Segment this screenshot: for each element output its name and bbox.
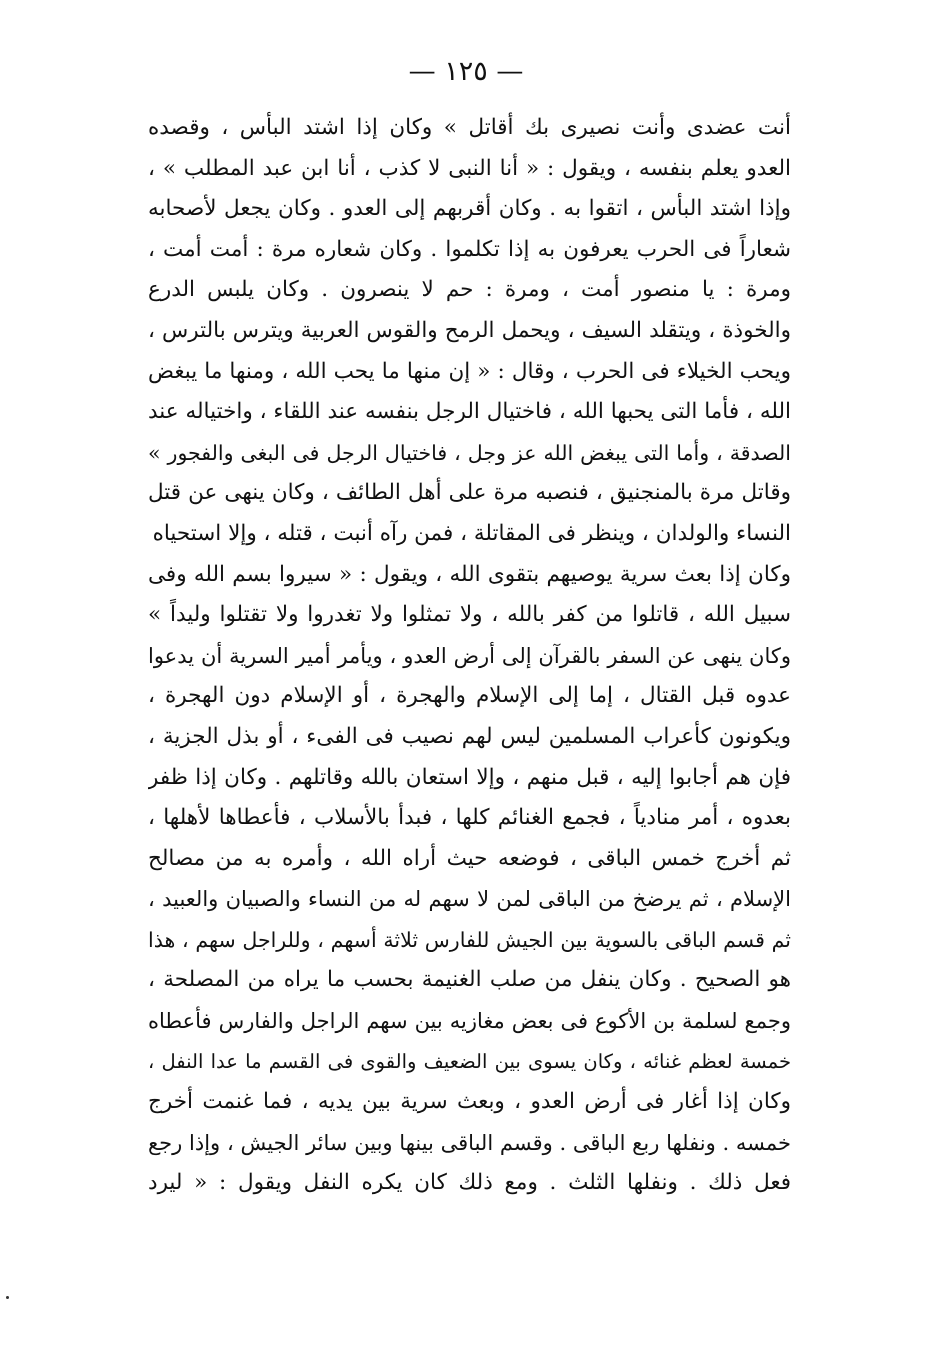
text-line: ويكونون كأعراب المسلمين ليس لهم نصيب فى الفىء ، أو بذل الجزية ، [148,723,791,749]
text-line: فعل ذلك . ونفلها الثلث . ومع ذلك كان يكره النفل ويقول : « ليرد [148,1170,791,1196]
text-line: ويحب الخيلاء فى الحرب ، وقال : « إن منها ما يحب الله ، ومنها ما يبغض [148,358,791,384]
text-line: الصدقة ، وأما التى يبغض الله عز وجل ، فاختيال الرجل فى البغى والفجور » [148,440,791,465]
text-line: العدو يعلم بنفسه ، ويقول : « أنا النبى لا كذب ، أنا ابن عبد المطلب » ، [148,155,791,181]
text-line: وجمع لسلمة بن الأكوع فى بعض مغازيه بين سهم الراجل والفارس فأعطاه [148,1009,791,1034]
text-line: فإن هم أجابوا إليه ، قبل منهم ، وإلا استعان بالله وقاتلهم . وكان إذا ظفر [148,764,791,790]
text-line: والخوذة ، ويتقلد السيف ، ويحمل الرمح والقوس العربية ويترس بالترس ، [148,317,791,343]
scan-speck [6,1296,9,1299]
text-line: سبيل الله ، قاتلوا من كفر بالله ، ولا تمثلوا ولا تغدروا ولا تقتلوا وليداً » [148,602,791,628]
text-line: وقاتل مرة بالمنجنيق ، فنصبه مرة على أهل الطائف ، وكان ينهى عن قتل [148,480,791,506]
text-line: ثم قسم الباقى بالسوية بين الجيش للفارس ثلاثة أسهم ، وللراجل سهم ، هذا [148,927,791,952]
text-line: خمسه . ونفلها ربع الباقى . وقسم الباقى بينها وبين سائر الجيش ، وإذا رجع [148,1130,791,1155]
body-text [148,108,791,1204]
text-line: هو الصحيح . وكان ينفل من صلب الغنيمة بحسب ما يراه من المصلحة ، [148,967,791,993]
page-number: — ١٢٥ — [408,56,524,87]
text-line: وكان إذا أغار فى أرض العدو ، وبعث سرية بين يديه ، فما غنمت أخرج [148,1089,791,1115]
text-line: وكان إذا بعث سرية يوصيهم بتقوى الله ، ويقول : « سيروا بسم الله وفى [148,561,791,587]
text-line: بعدوه ، أمر منادياً ، فجمع الغنائم كلها ، فبدأ بالأسلاب ، فأعطاها لأهلها ، [148,805,791,831]
text-line: النساء والولدان ، وينظر فى المقاتلة ، فمن رآه أنبت ، قتله ، وإلا استحياه [152,520,791,546]
text-line: ثم أخرج خمس الباقى ، فوضعه حيث أراه الله ، وأمره به من مصالح [148,845,791,871]
text-line: شعاراً فى الحرب يعرفون به إذا تكلموا . وكان شعاره مرة : أمت أمت ، [148,236,791,262]
text-line: الإسلام ، ثم يرضخ من الباقى لمن لا سهم له من النساء والصبيان والعبيد ، [148,887,791,912]
text-line: خمسة لعظم غنائه ، وكان يسوى بين الضعيف والقوى فى القسم ما عدا النفل ، [148,1049,791,1073]
text-line: عدوه قبل القتال ، إما إلى الإسلام والهجرة ، أو الإسلام دون الهجرة ، [148,683,791,709]
text-line: وكان ينهى عن السفر بالقرآن إلى أرض العدو ، ويأمر أمير السرية أن يدعوا [148,643,791,668]
text-line: ومرة : يا منصور أمت ، ومرة : حم لا ينصرون . وكان يلبس الدرع [148,277,791,303]
text-line: الله ، فأما التى يحبها الله ، فاختيال الرجل بنفسه عند اللقاء ، واختياله عند [148,399,791,425]
text-line: أنت عضدى وأنت نصيرى بك أقاتل » وكان إذا اشتد البأس ، وقصده [148,115,791,140]
text-line: وإذا اشتد البأس ، اتقوا به . وكان أقربهم إلى العدو . وكان يجعل لأصحابه [148,196,791,222]
